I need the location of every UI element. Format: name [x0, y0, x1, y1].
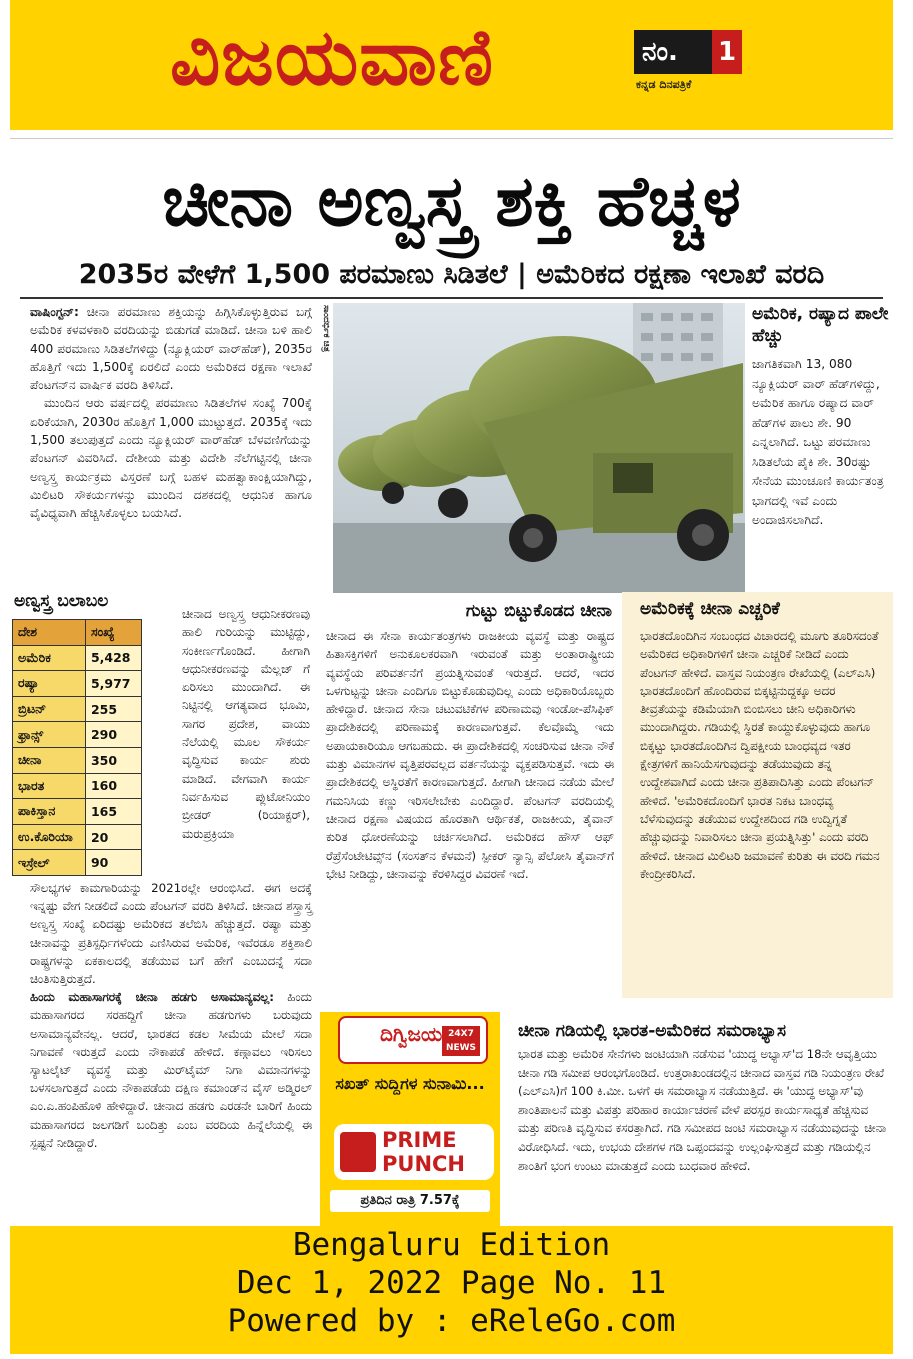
article-paragraph: ಹಿಂದು ಮಹಾಸಾಗರದ ಸರಹದ್ದಿಗೆ ಚೀನಾ ಹಡಗುಗಳು ಬರುವುದು ಅಸಾಮಾನ್ಯವೇನಲ್ಲ. ಆದರೆ, ಭಾರತದ ಕಡಲ ಸೀಮೆಯ ಮೇಲೆ ಸದಾ ನಿಗಾವಣೆ ಇರುತ್ತದೆ ಎಂದು ನೌಕಾಪಡೆ ಹೇಳಿದೆ. ಕಣ್ಗಾವಲು ಇರಿಸಲು ಸ್ಯಾಟಲೈಟ್ ವ್ಯವಸ್ಥೆ ಮತ್ತು ಮಿರ್‌ಟೈಮ್ ನಿಗಾ ವಿಮಾನಗಳನ್ನು ಬಳಸಲಾಗುತ್ತದೆ ಎಂದು ನೌಕಾಪಡೆಯ ದಕ್ಷಿಣ ಕಮಾಂಡ್‌ನ ವೈಸ್ ಅಡ್ಮಿರಲ್ ಎಂ.ಎ.ಹಂಪಿಹೊಳಿ ಹೇಳಿದ್ದಾರೆ. ಚೀನಾದ ಹಡಗು ಎರಡನೇ ಬಾರಿಗೆ ಹಿಂದು ಮಹಾಸಾಗರದ ಜಲಗಡಿಗೆ ಬಂದಿತ್ತು ಎಂಬ ವರದಿಯ ಹಿನ್ನೆಲೆಯಲ್ಲಿ ಈ ಸ್ಪಷ್ಟನೆ ನೀಡಿದ್ದಾರೆ.: [30, 990, 312, 1150]
number-one-badge: [634, 30, 742, 74]
article-paragraph: ಮುಂದಿನ ಆರು ವರ್ಷದಲ್ಲಿ ಪರಮಾಣು ಸಿಡಿತಲೆಗಳ ಸಂಖ್ಯೆ 700ಕ್ಕೆ ಏರಿಕೆಯಾಗಿ, 2030ರ ಹೊತ್ತಿಗೆ 1,000 ಮುಟ್ಟುತ್ತದೆ. 2035ಕ್ಕೆ ಇದು 1,500 ತಲುಪುತ್ತದೆ ಎಂದು ನ್ಯೂಕ್ಲಿಯರ್ ವಾರ್‌ಹೆಡ್ ಬೆಳವಣಿಗೆಯನ್ನು ಪೆಂಟಗನ್ ವಿವರಿಸಿದೆ. ದೇಶೀಯ ಮತ್ತು ವಿದೇಶಿ ನೆಲೆಗಟ್ಟಿನಲ್ಲಿ ಚೀನಾ ಅಣ್ವಸ್ತ್ರ ಕಾರ್ಯಕ್ರಮ ವಿಸ್ತರಣೆ ಬಗ್ಗೆ ಬಹಳ ಮಹತ್ವಾಕಾಂಕ್ಷಿಯಾಗಿದ್ದು, ಮಿಲಿಟರಿ ಸೌಕರ್ಯಗಳನ್ನು ಮುಂದಿನ ದಶಕದಲ್ಲಿ ಆಧುನಿಕ ಹಾಗೂ ವೈವಿಧ್ಯವಾಗಿ ಹೆಚ್ಚಿಸಿಕೊಳ್ಳಲು ಬಯಸಿದೆ.: [30, 396, 312, 521]
warning-box-body: ಭಾರತದೊಂದಿಗಿನ ಸಂಬಂಧದ ವಿಚಾರದಲ್ಲಿ ಮೂಗು ತೂರಿಸದಂತೆ ಅಮೆರಿಕದ ಅಧಿಕಾರಿಗಳಿಗೆ ಚೀನಾ ಎಚ್ಚರಿಕೆ ನೀಡಿದೆ ಎಂದು ಪೆಂಟಗನ್ ಹೇಳಿದೆ. ವಾಸ್ತವ ನಿಯಂತ್ರಣ ರೇಖೆಯಲ್ಲಿ (ಎಲ್‌ಎಸಿ) ಭಾರತದೊಂದಿಗೆ ಹೊಂದಿರುವ ಬಿಕ್ಕಟ್ಟಿನುದ್ದಕ್ಕೂ ಅದರ ತೀವ್ರತೆಯನ್ನು ಕಡಿಮೆಯಾಗಿ ಬಿಂಬಿಸಲು ಚೀನಿ ಅಧಿಕಾರಿಗಳು ಮುಂದಾಗಿದ್ದರು. ಗಡಿಯಲ್ಲಿ ಸ್ಥಿರತೆ ಕಾಯ್ದುಕೊಳ್ಳುವುದು ಹಾಗೂ ಬಿಕ್ಕಟ್ಟು ಭಾರತದೊಂದಿಗಿನ ದ್ವಿಪಕ್ಷೀಯ ಬಾಂಧವ್ಯದ ಇತರ ಕ್ಷೇತ್ರಗಳಿಗೆ ಹಾನಿಯೆಸಗುವುದನ್ನು ತಡೆಯುವುದು ತನ್ನ ಉದ್ದೇಶವಾಗಿದೆ ಎಂದು ಚೀನಾ ಪ್ರತಿಪಾದಿಸಿತ್ತು ಎಂದು ಪೆಂಟಗನ್ ಹೇಳಿದೆ. 'ಅಮೆರಿಕದೊಂದಿಗೆ ಭಾರತ ನಿಕಟ ಬಾಂಧವ್ಯ ಬೆಳೆಸುವುದನ್ನು ತಡೆಯುವ ಉದ್ದೇಶದಿಂದ ಗಡಿ ಉದ್ವಿಗ್ನತೆ ಹೆಚ್ಚುವುದನ್ನು ನಿವಾರಿಸಲು ಚೀನಾ ಪ್ರಯತ್ನಿಸಿತ್ತು' ಎಂದು ವರದಿ ಹೇಳಿದೆ. ಚೀನಾದ ಮಿಲಿಟರಿ ಜಮಾವಣೆ ಕುರಿತು ಈ ವರದಿ ಗಮನ ಕೇಂದ್ರೀಕರಿಸಿದೆ.: [640, 629, 880, 881]
sub-headline: 2035ರ ವೇಳೆಗೆ 1,500 ಪರಮಾಣು ಸಿಡಿತಲೆ | ಅಮೆರಿಕದ ರಕ್ಷಣಾ ಇಲಾಖೆ ವರದಿ: [78, 259, 825, 290]
table-title: ಅಣ್ವಸ್ತ್ರ ಬಲಾಬಲ: [14, 591, 109, 611]
country-cell: ಅಮೆರಿಕ: [13, 645, 86, 671]
show-title-line1: PRIME: [382, 1128, 457, 1152]
country-cell: ಚೀನಾ: [13, 747, 86, 773]
count-cell: 255: [85, 696, 141, 722]
masthead: [10, 0, 893, 130]
country-cell: ಬ್ರಿಟನ್: [13, 696, 86, 722]
newspaper-logo: ವಿಜಯವಾಣಿ: [170, 13, 495, 103]
date-page: Dec 1, 2022 Page No. 11: [236, 1265, 667, 1301]
dateline: ವಾಷಿಂಗ್ಟನ್:: [30, 305, 79, 319]
russia-box-body: ಜಾಗತಿಕವಾಗಿ 13, 080 ನ್ಯೂಕ್ಲಿಯರ್ ವಾರ್ ಹೆಡ್‌ಗಳಿದ್ದು, ಅಮೆರಿಕ ಹಾಗೂ ರಷ್ಯಾದ ವಾರ್ ಹೆಡ್‌ಗಳ ಪಾಲು ಶೇ. 90 ಎನ್ನಲಾಗಿದೆ. ಒಟ್ಟು ಪರಮಾಣು ಸಿಡಿತಲೆಯ ಪೈಕಿ ಶೇ. 30ರಷ್ಟು ಸೇನೆಯ ಮುಂಚೂಣಿ ಕಾರ್ಯತಂತ್ರ ಭಾಗದಲ್ಲಿ ಇವೆ ಎಂದು ಅಂದಾಜಿಸಲಾಗಿದೆ.: [752, 357, 884, 527]
count-cell: 350: [85, 747, 141, 773]
country-cell: ಉ.ಕೊರಿಯಾ: [13, 824, 86, 850]
country-cell: ಪಾಕಿಸ್ತಾನ: [13, 799, 86, 825]
table-header-row: [13, 620, 142, 646]
count-cell: 5,977: [85, 671, 141, 697]
edition-footer: [10, 1226, 893, 1354]
exercise-box-title: ಚೀನಾ ಗಡಿಯಲ್ಲಿ ಭಾರತ-ಅಮೆರಿಕದ ಸಮರಾಭ್ಯಾಸ: [518, 1021, 786, 1041]
prime-punch-logo: [334, 1124, 494, 1180]
table-row: [13, 850, 142, 876]
digvijay-logo: [338, 1016, 488, 1064]
country-cell: ಇಸ್ರೇಲ್: [13, 850, 86, 876]
country-cell: ರಷ್ಯಾ: [13, 671, 86, 697]
table-row: [13, 747, 142, 773]
table-row: [13, 696, 142, 722]
show-title: [382, 1128, 465, 1176]
main-headline: ಚೀನಾ ಅಣ್ವಸ್ತ್ರ ಶಕ್ತಿ ಹೆಚ್ಚಳ: [162, 160, 741, 242]
secret-box-body: ಚೀನಾದ ಈ ಸೇನಾ ಕಾರ್ಯತಂತ್ರಗಳು ರಾಜಕೀಯ ವ್ಯವಸ್ಥೆ ಮತ್ತು ರಾಷ್ಟ್ರದ ಹಿತಾಸಕ್ತಿಗಳಿಗೆ ಅನುಕೂಲಕರವಾಗಿ ಇರುವಂತೆ ಮತ್ತು ಅಂತಾರಾಷ್ಟ್ರೀಯ ವ್ಯವಸ್ಥೆಯ ಪರಿವರ್ತನೆಗೆ ಪ್ರಯತ್ನಿಸುವಂತೆ ಇರುತ್ತದೆ. ಆದರೆ, ಇದರ ಒಳಗುಟ್ಟನ್ನು ಚೀನಾ ಎಂದಿಗೂ ಬಿಟ್ಟುಕೊಡುವುದಿಲ್ಲ ಎಂದು ಅಧಿಕಾರಿಯೊಬ್ಬರು ಹೇಳಿದ್ದಾರೆ. ಚೀನಾದ ಸೇನಾ ಚಟುವಟಿಕೆಗಳ ಪರಿಣಾಮವು ಇಂಡೋ-ಪೆಸಿಫಿಕ್ ಪ್ರಾದೇಶಿಕದಲ್ಲಿ ಪರಿಣಾಮಕ್ಕೆ ಕಾರಣವಾಗುತ್ತವೆ. ಕೆಲವೊಮ್ಮೆ ಇದು ಅಪಾಯಕಾರಿಯೂ ಆಗಬಹುದು. ಈ ಪ್ರಾದೇಶಿಕದಲ್ಲಿ ಸಂಚರಿಸುವ ಚೀನಾ ನೌಕೆ ಮತ್ತು ವಿಮಾನಗಳ ವೃತ್ತಿಪರವಲ್ಲದ ವರ್ತನೆಯನ್ನು ವ್ಯಕ್ತಪಡಿಸುತ್ತವೆ. ಇದು ಈ ಪ್ರಾದೇಶಿಕದಲ್ಲಿ ಅಸ್ಥಿರತೆಗೆ ಕಾರಣವಾಗುತ್ತದೆ. ಹೀಗಾಗಿ ಚೀನಾದ ನಡೆಯ ಮೇಲೆ ಗಮನಿಸಿಯ ಕಣ್ಣು ಇರಿಸಲೇಬೇಕು ಎಂದಿದ್ದಾರೆ. ಪೆಂಟಗನ್ ವರದಿಯಲ್ಲಿ ಚೀನಾದ ರಕ್ಷಣಾ ವಿಷಯದ ಹೊರತಾಗಿ ಆರ್ಥಿಕತೆ, ರಾಜಕೀಯ, ತೈವಾನ್ ಕುರಿತ ಧೋರಣೆಯನ್ನು ಚರ್ಚಿಸಲಾಗಿದೆ. ಅಮೆರಿಕದ ಹೌಸ್ ಆಫ್ ರೆಪ್ರೆಸೆಂಟೇಟಿವ್ಸ್‌ನ (ಸಂಸತ್‌ನ ಕೆಳಮನೆ) ಸ್ಪೀಕರ್ ನ್ಯಾನ್ಸಿ ಪೆಲೋಸಿ ತೈವಾನ್‌ಗೆ ಭೇಟಿ ನೀಡಿದ್ದು, ಚೀನಾವನ್ನು ಕೆರಳಿಸಿದ್ದರ ವಿವರಣೆ ಇದೆ.: [326, 629, 614, 881]
count-cell: 20: [85, 824, 141, 850]
photo-credit: ಸಾಂದರ್ಭಿಕ ಚಿತ್ರ: [321, 305, 331, 352]
exercise-box-body: ಭಾರತ ಮತ್ತು ಅಮೆರಿಕ ಸೇನೆಗಳು ಜಂಟಿಯಾಗಿ ನಡೆಸುವ 'ಯುದ್ಧ ಅಭ್ಯಾಸ್'ದ 18ನೇ ಆವೃತ್ತಿಯು ಚೀನಾ ಗಡಿ ಸಮೀಪ ಆರಂಭಗೊಂಡಿದೆ. ಉತ್ತರಾಖಂಡದಲ್ಲಿನ ಚೀನಾದ ವಾಸ್ತವ ಗಡಿ ನಿಯಂತ್ರಣ ರೇಖೆ (ಎಲ್‌ಎಸಿ)ಗೆ 100 ಕಿ.ಮೀ. ಒಳಗೆ ಈ ಸಮರಾಭ್ಯಾಸ ನಡೆಯುತ್ತಿದೆ. ಈ 'ಯುದ್ಧ ಅಭ್ಯಾಸ್'ವು ಶಾಂತಿಪಾಲನೆ ಮತ್ತು ವಿಪತ್ತು ಪರಿಹಾರ ಕಾರ್ಯಾಚರಣೆ ವೇಳೆ ಪರಸ್ಪರ ಕಾರ್ಯಸಾಧ್ಯತೆ ಹೆಚ್ಚಿಸುವ ಮತ್ತು ಪರಿಣತಿ ವೃದ್ಧಿಸುವ ಕಸರತ್ತಾಗಿದೆ. ಗಡಿ ಸಮೀಪದ ಜಂಟಿ ಸಮರಾಭ್ಯಾಸ ನಡೆಯುವುದನ್ನು ಚೀನಾ ವಿರೋಧಿಸಿದೆ. ಇದು, ಉಭಯ ದೇಶಗಳ ಗಡಿ ಒಪ್ಪಂದವನ್ನು ಉಲ್ಲಂಘಿಸುತ್ತದೆ ಮತ್ತು ಗಡಿಯಲ್ಲಿನ ಶಾಂತಿಗೆ ಭಂಗ ಉಂಟು ಮಾಡುತ್ತದೆ ಎಂದು ಬುಧವಾರ ಹೇಳಿದೆ.: [518, 1047, 887, 1173]
ad-schedule: ಪ್ರತಿದಿನ ರಾತ್ರಿ 7.57ಕ್ಕೆ: [330, 1190, 490, 1212]
ad-logo-text: ದಿಗ್ವಿಜಯ: [380, 1022, 443, 1046]
table-row: [13, 722, 142, 748]
article-column-1: [30, 303, 312, 523]
article-side-text: ಚೀನಾದ ಅಣ್ವಸ್ತ್ರ ಆಧುನೀಕರಣವು ಹಾಲಿ ಗುರಿಯನ್ನು ಮುಟ್ಟಿದ್ದು, ಸಂಕೀರ್ಣಗೊಂಡಿದೆ. ಹೀಗಾಗಿ ಆಧುನೀಕರಣವನ್ನು ಮೆಲ್ಲಜ್ ಗೆ ಏರಿಸಲು ಮುಂದಾಗಿದೆ. ಈ ನಿಟ್ಟಿನಲ್ಲಿ ಆಗತ್ಯವಾದ ಭೂಮಿ, ಸಾಗರ ಪ್ರದೇಶ, ವಾಯು ನೆಲೆಯಲ್ಲಿ ಮೂಲ ಸೌಕರ್ಯ ವೃದ್ಧಿಸುವ ಕಾರ್ಯ ಶುರು ಮಾಡಿದೆ. ವೇಗವಾಗಿ ಕಾರ್ಯ ನಿರ್ವಹಿಸುವ ಪ್ಲುಟೋನಿಯಂ ಬ್ರೀಡರ್ (ರಿಯಾಕ್ಟರ್), ಮರುಪ್ರಕ್ರಿಯಾ: [182, 607, 310, 841]
edition-name: Bengaluru Edition: [292, 1227, 611, 1263]
ad-tagline: ಸಖತ್ ಸುದ್ದಿಗಳ ಸುನಾಮಿ...: [335, 1074, 485, 1093]
powered-by: Powered by : eReleGo.com: [227, 1303, 676, 1339]
badge-number: 1: [712, 30, 742, 74]
missile-photo-illustration: [333, 303, 745, 593]
ad-logo-badge: 24X7 NEWS: [442, 1026, 480, 1056]
table-header: ಸಂಖ್ಯೆ: [85, 620, 141, 646]
article-column-1-lower: [30, 879, 312, 1152]
article-paragraph: ಸೌಲಭ್ಯಗಳ ಕಾಮಗಾರಿಯನ್ನು 2021ರಲ್ಲೇ ಆರಂಭಿಸಿದೆ. ಈಗ ಅದಕ್ಕೆ ಇನ್ನಷ್ಟು ವೇಗ ನೀಡಲಿದೆ ಎಂದು ಪೆಂಟಗನ್ ವರದಿ ತಿಳಿಸಿದೆ. ಚೀನಾದ ಶಸ್ತ್ರಾಸ್ತ್ರ ಅಣ್ವಸ್ತ್ರ ಸಂಖ್ಯೆ ಏರಿದಷ್ಟು ಅಮೆರಿಕದ ತಲೆಬಿಸಿ ಹೆಚ್ಚುತ್ತದೆ. ರಷ್ಯಾ ಮತ್ತು ಚೀನಾವನ್ನು ಪ್ರತಿಸ್ಪರ್ಧಿಗಳೆಂದು ಎಣಿಸಿರುವ ಅಮೆರಿಕ, ಇವೆರಡೂ ಶಕ್ತಿಶಾಲಿ ರಾಷ್ಟ್ರಗಳನ್ನು ಏಕಕಾಲದಲ್ಲಿ ತಡೆಯುವ ಬಗೆ ಹೇಗೆ ಎಂಬುದನ್ನೆ ಸದಾ ಚಿಂತಿಸುತ್ತಿರುತ್ತದೆ.: [30, 881, 312, 987]
warning-box-title: ಅಮೆರಿಕಕ್ಕೆ ಚೀನಾ ಎಚ್ಚರಿಕೆ: [640, 599, 780, 619]
show-title-line2: PUNCH: [382, 1152, 466, 1176]
secret-box-title: ಗುಟ್ಟು ಬಿಟ್ಟುಕೊಡದ ಚೀನಾ: [465, 601, 612, 621]
russia-box-title: ಅಮೆರಿಕ, ರಷ್ಯಾದ ಪಾಲೇ ಹೆಚ್ಚು: [752, 304, 889, 346]
badge-prefix: ನಂ.: [642, 37, 678, 67]
masthead-tagline: ಕನ್ನಡ ದಿನಪತ್ರಿಕೆ: [636, 78, 692, 91]
count-cell: 5,428: [85, 645, 141, 671]
missile-launcher-photo: [333, 303, 745, 593]
article-paragraph: ಚೀನಾ ಪರಮಾಣು ಶಕ್ತಿಯನ್ನು ಹಿಗ್ಗಿಸಿಕೊಳ್ಳುತ್ತಿರುವ ಬಗ್ಗೆ ಅಮೆರಿಕ ಕಳವಳಕಾರಿ ವರದಿಯನ್ನು ಬಿಡುಗಡೆ ಮಾಡಿದೆ. ಚೀನಾ ಬಳಿ ಹಾಲಿ 400 ಪರಮಾಣು ಸಿಡಿತಲೆಗಳಿದ್ದು (ನ್ಯೂಕ್ಲಿಯರ್ ವಾರ್‌ಹೆಡ್), 2035ರ ಹೊತ್ತಿಗೆ ಇದು 1,500ಕ್ಕೆ ಏರಲಿದೆ ಎಂದು ಅಮೆರಿಕದ ರಕ್ಷಣಾ ಇಲಾಖೆ ಪೆಂಟಗನ್‌ನ ವಾರ್ಷಿಕ ವರದಿ ತಿಳಿಸಿದೆ.: [30, 305, 312, 393]
table-row: [13, 671, 142, 697]
table-row: [13, 645, 142, 671]
country-cell: ಭಾರತ: [13, 773, 86, 799]
count-cell: 290: [85, 722, 141, 748]
show-logo-icon: [340, 1132, 376, 1172]
table-header: ದೇಶ: [13, 620, 86, 646]
count-cell: 165: [85, 799, 141, 825]
count-cell: 90: [85, 850, 141, 876]
digvijay-advertisement: [320, 1012, 500, 1226]
table-row: [13, 799, 142, 825]
table-row: [13, 824, 142, 850]
count-cell: 160: [85, 773, 141, 799]
country-cell: ಫ್ರಾನ್ಸ್: [13, 722, 86, 748]
divider: [20, 297, 883, 299]
subheading-indian-ocean: ಹಿಂದು ಮಹಾಸಾಗರಕ್ಕೆ ಚೀನಾ ಹಡಗು ಅಸಾಮಾನ್ಯವಲ್ಲ:: [30, 990, 274, 1005]
newspaper-page: [10, 138, 893, 1226]
table-row: [13, 773, 142, 799]
warheads-table: [12, 619, 142, 876]
